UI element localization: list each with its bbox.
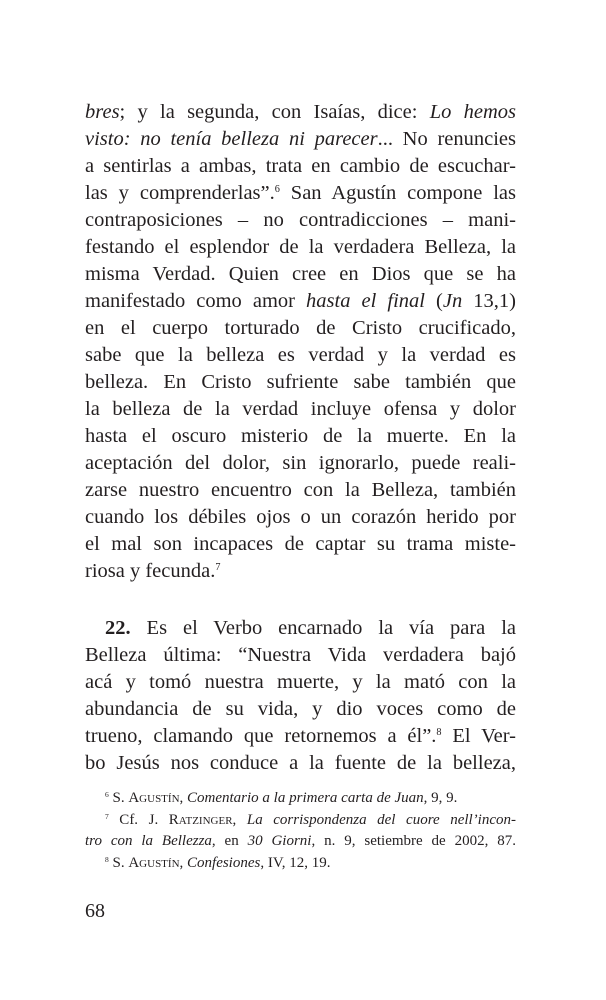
- text-line: [85, 723, 516, 750]
- text-segment: acá y tomó nuestra muerte, y la mató con la: [85, 671, 516, 693]
- text-line: [85, 750, 516, 777]
- text-segment: Lo hemos: [429, 101, 516, 123]
- text-segment: Agustín: [128, 790, 180, 806]
- text-segment: abundancia de su vida, y dio voces como de: [85, 698, 516, 720]
- text-line: [85, 642, 516, 669]
- text-segment: ; y la segunda, con Isaías, dice:: [119, 101, 430, 123]
- paragraph-gap: [85, 585, 516, 615]
- text-segment: Cf. J.: [108, 811, 169, 828]
- text-segment: ,: [179, 854, 188, 871]
- text-segment: las y comprenderlas”.: [85, 182, 275, 204]
- page-number: 68: [85, 900, 105, 922]
- footnote-line: [85, 831, 516, 853]
- text-segment: hasta el oscuro misterio de la muerte. En la: [85, 425, 516, 447]
- text-line: [85, 615, 516, 642]
- text-segment: La corrispondenza del cuore nell’incon-: [246, 811, 516, 828]
- footnote-marker: 8: [436, 726, 442, 738]
- text-line: [85, 423, 516, 450]
- text-line: [85, 531, 516, 558]
- text-segment: trueno, clamando que retornemos a él”.: [85, 725, 437, 747]
- text-segment: , n. 9, setiembre de 2002, 87.: [311, 833, 516, 849]
- text-segment: misma Verdad. Quien cree en Dios que se ha: [85, 263, 516, 285]
- text-line: [85, 261, 516, 288]
- text-segment: Ratzinger: [168, 811, 233, 828]
- text-segment: 30 Giorni: [247, 833, 312, 849]
- footnote-marker: 6: [274, 183, 280, 195]
- text-line: [85, 342, 516, 369]
- footnote-line: [85, 810, 516, 832]
- text-line: [85, 504, 516, 531]
- text-segment: belleza. En Cristo sufriente sabe también que: [85, 371, 516, 393]
- text-segment: Comentario a la primera carta de Juan: [187, 790, 424, 806]
- body-text: [85, 99, 516, 777]
- text-segment: Jn: [442, 290, 463, 312]
- text-line: [85, 669, 516, 696]
- text-segment: a sentirlas a ambas, trata en cambio de escuchar-: [85, 155, 516, 177]
- text-segment: , IV, 12, 19.: [260, 854, 331, 871]
- footnote-marker: 7: [105, 811, 109, 821]
- text-line: [85, 180, 516, 207]
- text-line: [85, 126, 516, 153]
- text-segment: hasta el final: [306, 290, 425, 312]
- text-segment: San Agustín compone las: [279, 182, 516, 204]
- text-line: [85, 99, 516, 126]
- text-segment: , 9, 9.: [423, 790, 458, 806]
- text-segment: festando el esplendor de la verdadera Belleza, la: [85, 236, 516, 258]
- text-segment: manifestado como amor: [85, 290, 307, 312]
- text-segment: Es el Verbo encarnado la vía para la: [130, 617, 516, 639]
- text-segment: visto: no tenía belleza ni parecer: [85, 128, 378, 150]
- text-segment: 13,1): [462, 290, 516, 312]
- text-line: [85, 153, 516, 180]
- text-segment: bo Jesús nos conduce a la fuente de la belleza,: [85, 752, 516, 774]
- text-segment: (: [424, 290, 443, 312]
- footnote-marker: 6: [105, 789, 109, 799]
- text-segment: en el cuerpo torturado de Cristo crucificado,: [85, 317, 516, 339]
- section-number: 22.: [105, 617, 131, 639]
- text-line: [85, 207, 516, 234]
- text-line: [85, 696, 516, 723]
- text-segment: la belleza de la verdad incluye ofensa y dolor: [85, 398, 516, 420]
- footnote-marker: 8: [105, 854, 109, 864]
- text-segment: sabe que la belleza es verdad y la verdad es: [85, 344, 516, 366]
- text-segment: aceptación del dolor, sin ignorarlo, puede reali-: [85, 452, 516, 474]
- footnote-line: [85, 788, 516, 810]
- text-segment: S.: [108, 854, 129, 871]
- footnote-line: [85, 853, 516, 875]
- text-segment: S.: [108, 790, 129, 806]
- text-line: [85, 288, 516, 315]
- text-segment: ,: [179, 790, 188, 806]
- footnote-marker: 7: [215, 561, 221, 573]
- text-segment: cuando los débiles ojos o un corazón herido por: [85, 506, 516, 528]
- text-segment: Agustín: [128, 854, 180, 871]
- text-segment: tro con la Bellezza: [85, 833, 212, 849]
- text-segment: ... No renuncies: [377, 128, 516, 150]
- text-line: [85, 477, 516, 504]
- text-line: [85, 369, 516, 396]
- text-segment: riosa y fecunda.: [85, 560, 216, 582]
- footnotes: [85, 788, 516, 874]
- text-segment: contraposiciones – no contradicciones – mani-: [85, 209, 516, 231]
- text-segment: zarse nuestro encuentro con la Belleza, también: [85, 479, 516, 501]
- text-segment: ,: [232, 811, 247, 828]
- text-segment: Belleza última: “Nuestra Vida verdadera bajó: [85, 644, 516, 666]
- text-segment: Confesiones: [187, 854, 261, 871]
- text-segment: el mal son incapaces de captar su trama miste-: [85, 533, 516, 555]
- text-line: [85, 234, 516, 261]
- text-segment: bres: [85, 101, 120, 123]
- text-line: [85, 558, 516, 585]
- text-segment: El Ver-: [441, 725, 516, 747]
- text-segment: , en: [211, 833, 248, 849]
- text-line: [85, 315, 516, 342]
- text-line: [85, 450, 516, 477]
- text-line: [85, 396, 516, 423]
